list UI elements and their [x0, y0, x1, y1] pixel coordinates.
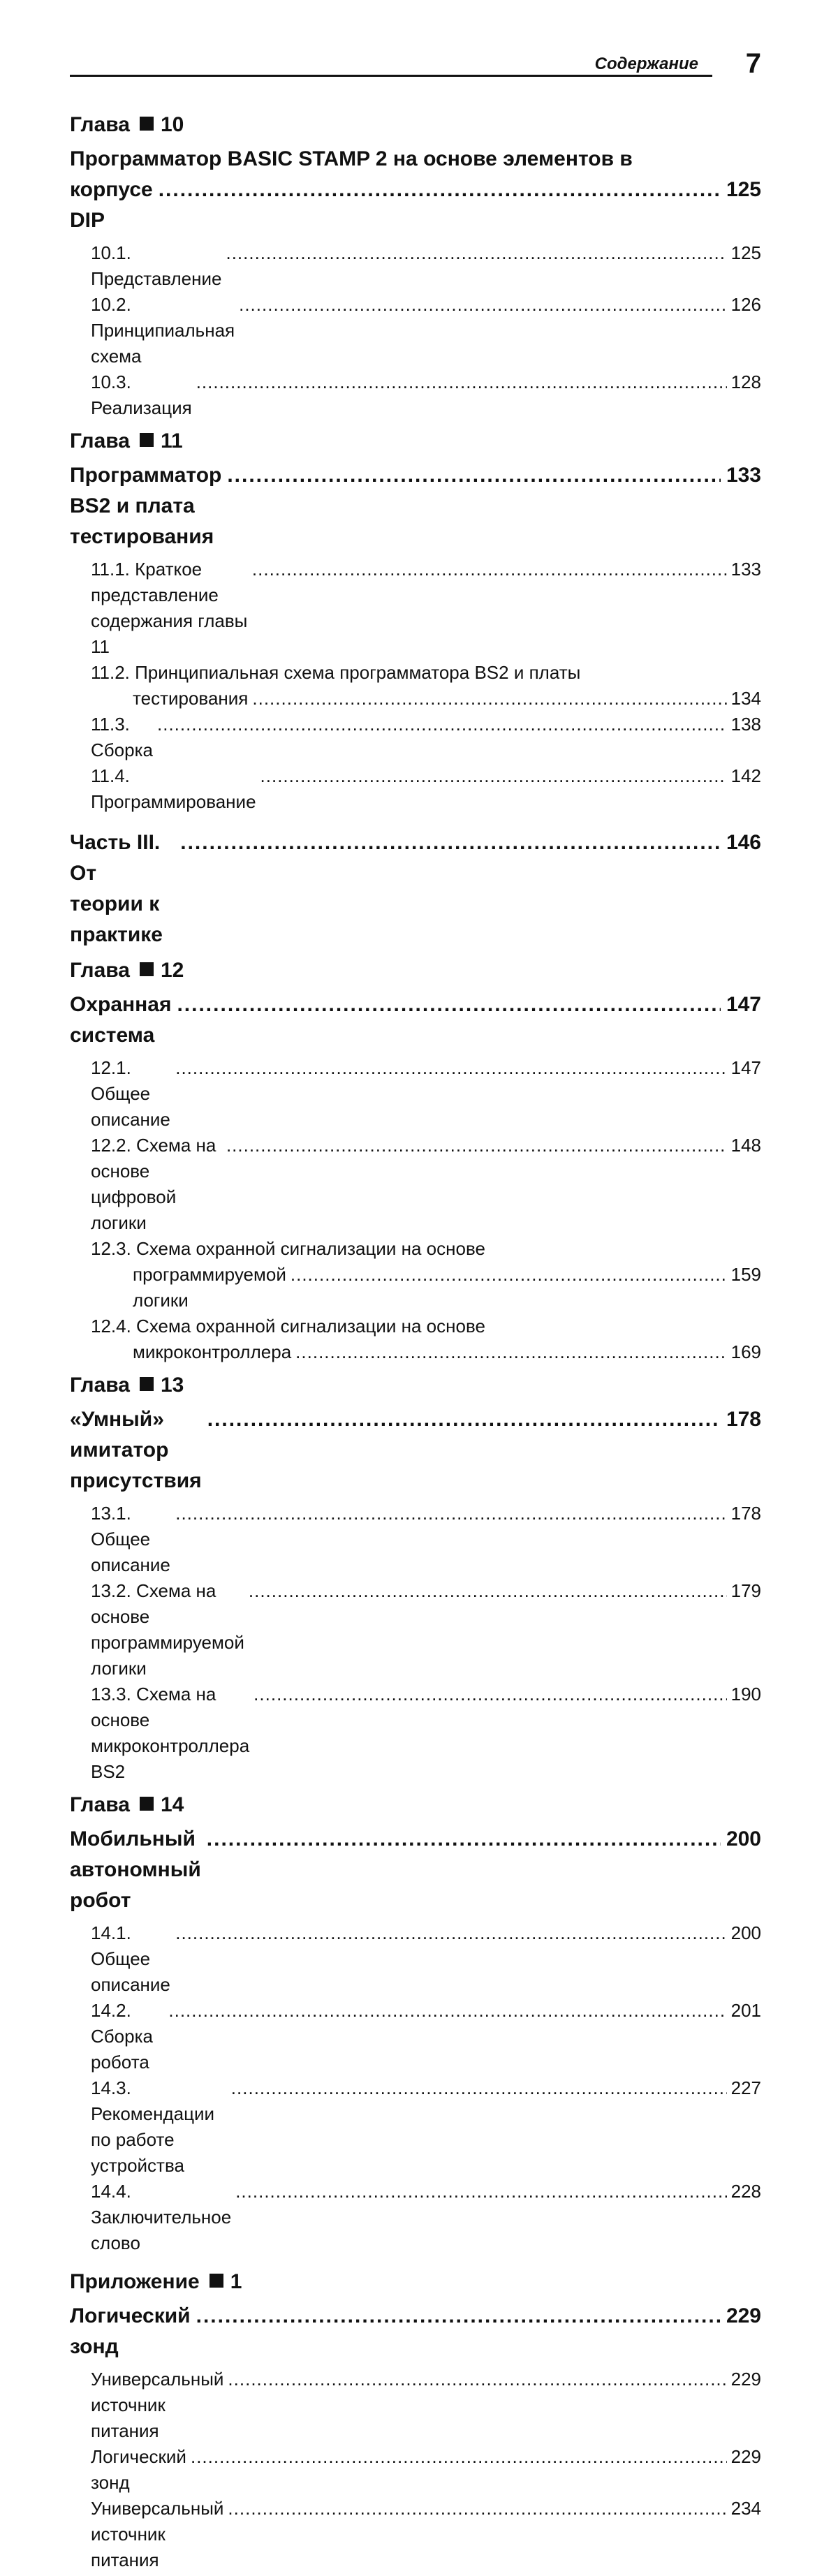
running-head-section: Содержание	[591, 54, 698, 74]
entry-title-continuation: микроконтроллера	[133, 1341, 292, 1362]
dot-leader	[228, 2367, 726, 2392]
dot-leader	[157, 712, 727, 737]
entry-title: 10.2. Принципиальная схема	[91, 294, 235, 367]
entry-page: 169	[730, 1341, 761, 1362]
square-bullet-icon	[140, 1797, 154, 1811]
entry-title: 11.4. Программирование	[91, 765, 256, 812]
dot-leader	[252, 686, 726, 712]
chapter-number: 11	[161, 429, 183, 452]
chapter-title-text: Мобильный автономный робот	[70, 1827, 201, 1912]
square-bullet-icon	[140, 433, 154, 447]
entry-title: 14.3. Рекомендации по работе устройства	[91, 2077, 215, 2176]
chapter-title[interactable]	[70, 1824, 761, 1916]
chapter-label	[70, 1369, 761, 1401]
chapter-word: Глава	[70, 1374, 130, 1397]
toc-entry[interactable]	[70, 1501, 761, 1578]
toc-entry[interactable]	[70, 1133, 761, 1236]
entry-page: 138	[730, 714, 761, 735]
square-bullet-icon	[210, 2274, 223, 2288]
toc-entry[interactable]	[70, 292, 761, 369]
toc-entry[interactable]	[70, 1055, 761, 1133]
dot-leader	[226, 1133, 727, 1158]
chapter-page: 178	[726, 1408, 761, 1431]
square-bullet-icon	[140, 1377, 154, 1391]
entry-page: 234	[730, 2498, 761, 2519]
dot-leader	[207, 1404, 721, 1435]
chapter-number: 13	[161, 1374, 184, 1397]
entry-title-continuation: тестирования	[133, 688, 249, 709]
header-rule	[70, 75, 712, 77]
entry-title: 13.1. Общее описание	[91, 1503, 170, 1575]
section-list	[70, 2367, 761, 2573]
chapter-number: 12	[161, 959, 184, 982]
chapter-word: Глава	[70, 1793, 130, 1816]
square-bullet-icon	[140, 117, 154, 131]
entry-page: 178	[730, 1503, 761, 1524]
entry-page: 179	[730, 1580, 761, 1601]
entry-title: 12.3. Схема охранной сигнализации на основе	[91, 1238, 485, 1259]
appendix-word: Приложение	[70, 2270, 200, 2293]
toc-entry[interactable]	[70, 2179, 761, 2256]
dot-leader	[196, 369, 727, 395]
chapter-page: 147	[726, 993, 761, 1016]
toc-entry[interactable]	[70, 1681, 761, 1785]
entry-page: 228	[730, 2181, 761, 2202]
entry-page: 229	[730, 2446, 761, 2467]
chapter-page: 200	[726, 1827, 761, 1850]
dot-leader	[175, 1501, 726, 1526]
chapter-title-line: Программатор BASIC STAMP 2 на основе элементов в	[70, 147, 633, 170]
entry-title: 11.3. Сборка	[91, 714, 153, 760]
entry-title: 14.4. Заключительное слово	[91, 2181, 232, 2253]
entry-page: 227	[730, 2077, 761, 2098]
entry-page: 148	[730, 1135, 761, 1156]
part-title[interactable]	[70, 827, 761, 950]
dot-leader	[295, 1339, 726, 1365]
dot-leader	[175, 1055, 726, 1081]
dot-leader	[175, 1920, 726, 1946]
toc-entry[interactable]	[70, 660, 761, 712]
dot-leader	[180, 827, 721, 858]
page-number: 7	[745, 48, 761, 79]
entry-title: 13.2. Схема на основе программируемой логики	[91, 1580, 244, 1679]
entry-page: 142	[730, 765, 761, 786]
section-list	[70, 1920, 761, 2256]
chapter-word: Глава	[70, 429, 130, 452]
chapter-page: 125	[726, 178, 761, 201]
appendix-title[interactable]	[70, 2301, 761, 2362]
entry-title: 14.2. Сборка робота	[91, 2000, 153, 2073]
chapter-label	[70, 425, 761, 457]
section-list	[70, 240, 761, 421]
dot-leader	[253, 1681, 726, 1707]
toc-entry[interactable]	[70, 1236, 761, 1313]
toc-entry[interactable]	[70, 2496, 761, 2573]
toc-entry[interactable]	[70, 2444, 761, 2496]
dot-leader	[227, 460, 721, 491]
chapter-title-text: «Умный» имитатор присутствия	[70, 1408, 202, 1492]
dot-leader	[252, 557, 727, 582]
entry-title: 11.1. Краткое представление содержания главы 11	[91, 559, 248, 657]
entry-title: 14.1. Общее описание	[91, 1922, 170, 1995]
entry-page: 134	[730, 688, 761, 709]
entry-page: 229	[730, 2369, 761, 2390]
entry-page: 147	[730, 1057, 761, 1078]
chapter-label	[70, 955, 761, 987]
chapter-title-line: корпусе DIP	[70, 178, 153, 232]
section-list	[70, 557, 761, 815]
entry-title: 10.3. Реализация	[91, 371, 192, 418]
section-list	[70, 1055, 761, 1365]
dot-leader	[231, 2075, 727, 2101]
dot-leader	[291, 1262, 727, 1288]
entry-title: Универсальный источник питания	[91, 2498, 224, 2570]
entry-title: 13.3. Схема на основе микроконтроллера BS2	[91, 1684, 250, 1782]
entry-title: 11.2. Принципиальная схема программатора BS2 и платы	[91, 662, 581, 683]
dot-leader	[260, 763, 727, 789]
appendix-title-text: Логический зонд	[70, 2304, 191, 2358]
chapter-title[interactable]	[70, 989, 761, 1051]
entry-title-continuation: программируемой логики	[133, 1264, 286, 1311]
appendix-page: 229	[726, 2304, 761, 2327]
dot-leader	[249, 1578, 727, 1604]
running-head	[70, 50, 761, 81]
entry-title: 12.2. Схема на основе цифровой логики	[91, 1135, 216, 1233]
chapter-number: 10	[161, 113, 184, 136]
entry-title: Логический зонд	[91, 2446, 186, 2493]
entry-page: 190	[730, 1684, 761, 1705]
entry-page: 128	[730, 371, 761, 392]
dot-leader	[228, 2496, 726, 2522]
dot-leader	[207, 1824, 721, 1855]
chapter-title[interactable]	[70, 1404, 761, 1496]
dot-leader	[168, 1998, 726, 2024]
chapter-page: 133	[726, 464, 761, 487]
dot-leader	[196, 2301, 721, 2332]
table-of-contents	[70, 105, 761, 2576]
toc-entry[interactable]	[70, 2367, 761, 2444]
chapter-title-text: Охранная система	[70, 993, 172, 1047]
appendix-label	[70, 2266, 761, 2298]
toc-entry[interactable]	[70, 1313, 761, 1365]
dot-leader	[177, 989, 720, 1020]
chapter-label	[70, 1789, 761, 1821]
dot-leader	[239, 292, 727, 318]
part-title-text: Часть III. От теории к практике	[70, 831, 163, 946]
toc-entry[interactable]	[70, 712, 761, 763]
part-page: 146	[726, 831, 761, 854]
chapter-title[interactable]	[70, 144, 761, 236]
entry-title: 12.1. Общее описание	[91, 1057, 170, 1130]
section-list	[70, 1501, 761, 1785]
toc-entry[interactable]	[70, 2075, 761, 2179]
appendix-number: 1	[230, 2270, 242, 2293]
chapter-title-text: Программатор BS2 и плата тестирования	[70, 464, 222, 548]
toc-entry[interactable]	[70, 557, 761, 660]
entry-title: 12.4. Схема охранной сигнализации на основе	[91, 1316, 485, 1337]
toc-entry[interactable]	[70, 1998, 761, 2075]
toc-entry[interactable]	[70, 240, 761, 292]
chapter-word: Глава	[70, 113, 130, 136]
entry-title: Универсальный источник питания	[91, 2369, 224, 2441]
entry-page: 126	[730, 294, 761, 315]
square-bullet-icon	[140, 962, 154, 976]
chapter-number: 14	[161, 1793, 184, 1816]
entry-page: 133	[730, 559, 761, 580]
dot-leader	[159, 175, 721, 205]
entry-title: 10.1. Представление	[91, 242, 222, 289]
toc-entry[interactable]	[70, 369, 761, 421]
dot-leader	[191, 2444, 727, 2470]
dot-leader	[226, 240, 726, 266]
chapter-word: Глава	[70, 959, 130, 982]
dot-leader	[235, 2179, 726, 2205]
entry-page: 125	[730, 242, 761, 263]
toc-entry[interactable]	[70, 1578, 761, 1681]
entry-page: 159	[730, 1264, 761, 1285]
chapter-title[interactable]	[70, 460, 761, 552]
toc-entry[interactable]	[70, 763, 761, 815]
entry-page: 201	[730, 2000, 761, 2021]
entry-page: 200	[730, 1922, 761, 1943]
toc-entry[interactable]	[70, 1920, 761, 1998]
chapter-label	[70, 109, 761, 141]
